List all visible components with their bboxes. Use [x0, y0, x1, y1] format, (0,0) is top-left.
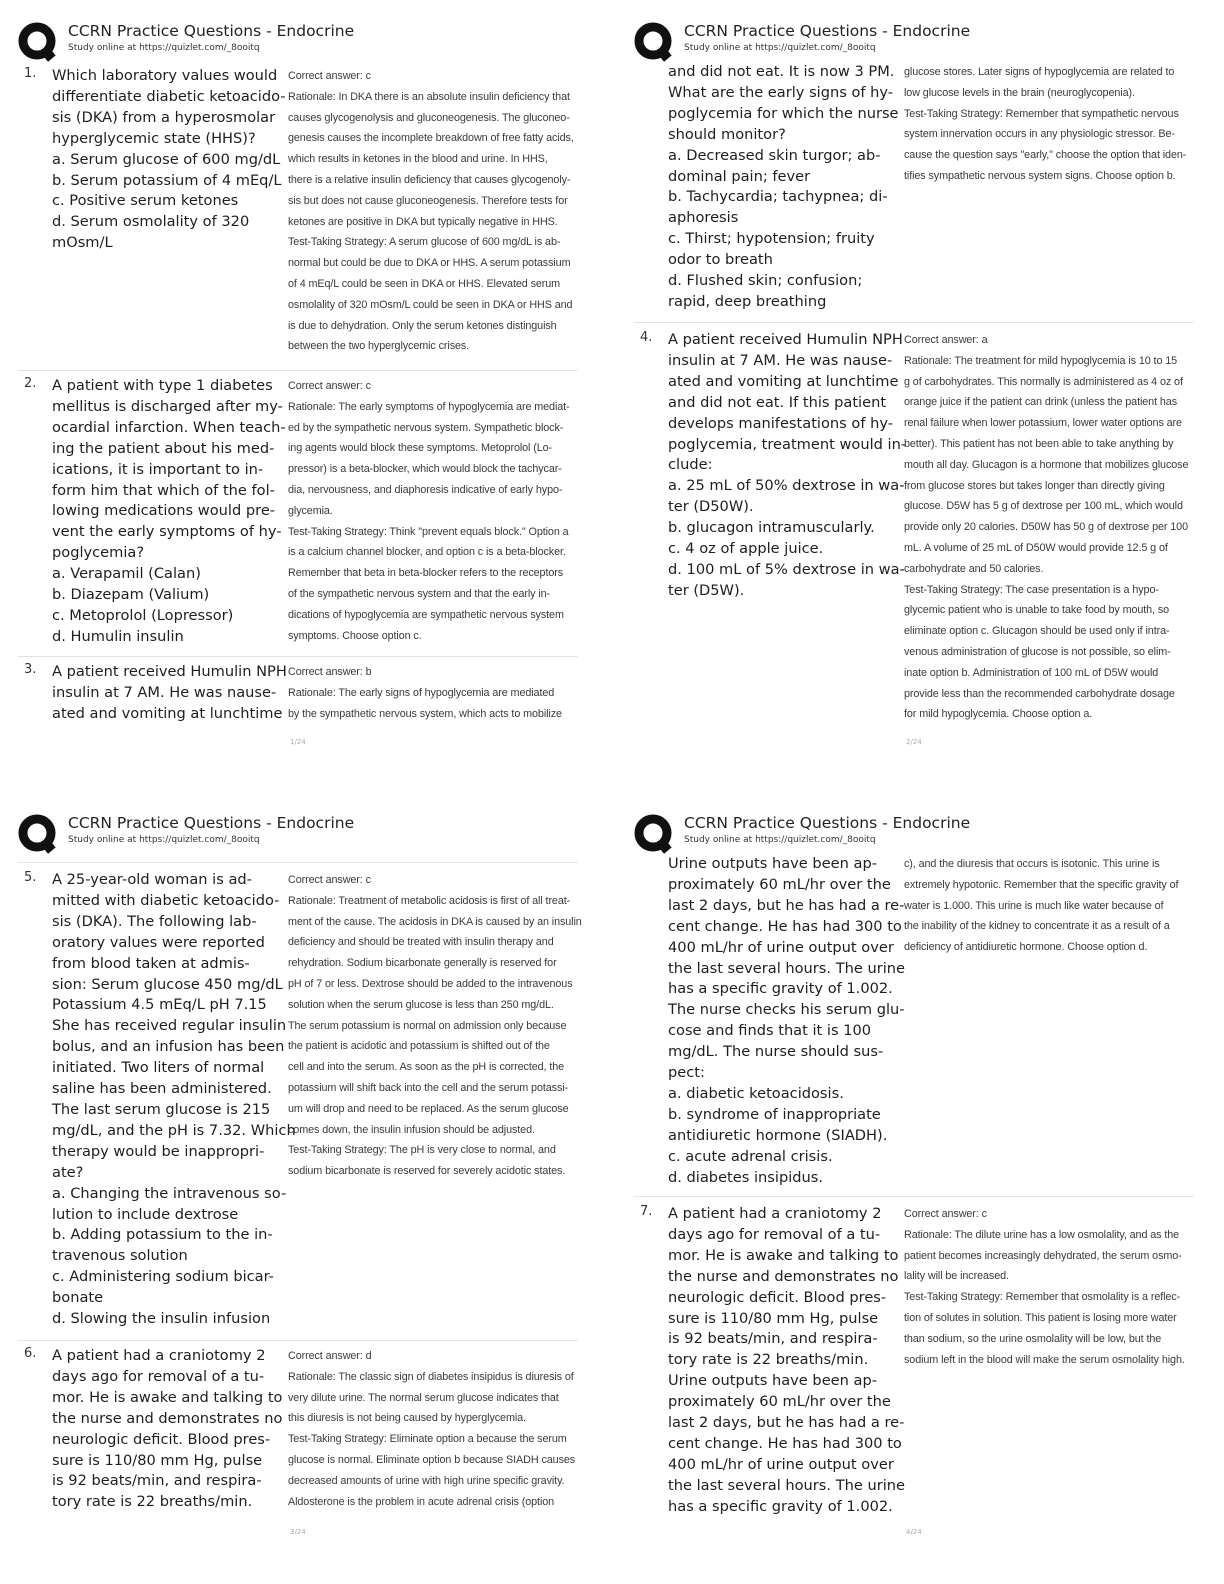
answer-line: between the two hyperglycemic crises.	[288, 340, 470, 353]
question-line: b. Tachycardia; tachypnea; di-	[668, 188, 888, 206]
question-line: therapy would be inappropri-	[52, 1142, 265, 1160]
question-line: tory rate is 22 breaths/min.	[52, 1493, 253, 1511]
answer-line: comes down, the insulin infusion should be adjusted.	[288, 1123, 535, 1136]
answer-line: sodium left in the blood will make the serum osmolality high.	[904, 1353, 1185, 1366]
question-line: oratory values were reported	[52, 933, 265, 951]
item-divider	[634, 1196, 1194, 1197]
question-line: proximately 60 mL/hr over the	[668, 1393, 891, 1411]
study-link[interactable]: Study online at https://quizlet.com/_8ooitq	[684, 43, 876, 53]
question-number: 2.	[24, 376, 37, 391]
answer-line: mL. A volume of 25 mL of D50W would provide 12.5 g of	[904, 541, 1168, 554]
answer-line: which results in ketones in the blood and urine. In HHS,	[288, 153, 548, 166]
answer-line: potassium will shift back into the cell and the serum potassi-	[288, 1081, 569, 1094]
question-line: 400 mL/hr of urine output over	[668, 1455, 894, 1473]
answer-line: patient becomes increasingly dehydrated, the serum osmo-	[904, 1249, 1182, 1262]
answer-line: The serum potassium is normal on admission only because	[288, 1019, 567, 1032]
answer-text	[904, 854, 1196, 958]
answer-line: Rationale: The early signs of hypoglycemia are mediated	[288, 686, 555, 699]
question-text	[52, 376, 284, 648]
answer-text	[288, 66, 580, 357]
answer-line: sis but does not cause gluconeogenesis. Therefore tests for	[288, 194, 568, 207]
question-line: travenous solution	[52, 1247, 188, 1265]
answer-line: Correct answer: c	[288, 380, 371, 392]
page-4	[634, 792, 1224, 1572]
question-text	[668, 1204, 906, 1518]
question-line: A patient had a craniotomy 2	[52, 1347, 266, 1364]
question-line: odor to breath	[668, 251, 773, 269]
question-text	[52, 870, 296, 1330]
question-line: d. diabetes insipidus.	[668, 1168, 824, 1186]
question-line: a. Verapamil (Calan)	[52, 565, 201, 583]
question-line: pect:	[668, 1064, 705, 1082]
question-line: cent change. He has had 300 to	[668, 917, 902, 935]
question-line: lution to include dextrose	[52, 1205, 239, 1223]
answer-line: ed by the sympathetic nervous system. Sympathetic block-	[288, 421, 564, 434]
question-line: clude:	[668, 456, 713, 474]
question-line: lowing medications would pre-	[52, 502, 276, 520]
answer-line: tion of solutes in solution. This patient is losing more water	[904, 1311, 1177, 1324]
answer-line: is due to dehydration. Only the serum ketones distinguish	[288, 319, 557, 332]
question-line: last 2 days, but he has had a re-	[668, 896, 905, 914]
answer-line: Test-Taking Strategy: A serum glucose of 600 mg/dL is ab-	[288, 236, 561, 249]
answer-line: glycemia.	[288, 504, 333, 517]
question-line: A 25-year-old woman is ad-	[52, 871, 252, 888]
question-line: Urine outputs have been ap-	[668, 855, 878, 872]
question-line: sure is 110/80 mm Hg, pulse	[668, 1309, 879, 1327]
answer-line: there is a relative insulin deficiency that causes glycogenoly-	[288, 173, 571, 186]
question-line: Urine outputs have been ap-	[668, 1372, 878, 1390]
question-number: 1.	[24, 66, 37, 81]
answer-line: the patient is acidotic and potassium is shifted out of the	[288, 1040, 550, 1053]
answer-line: is a calcium channel blocker, and option c is a beta-blocker.	[288, 546, 566, 559]
question-line: ter (D50W).	[668, 498, 754, 516]
answer-line: Test-Taking Strategy: Remember that sympathetic nervous	[904, 107, 1179, 120]
question-line: the nurse and demonstrates no	[668, 1267, 899, 1285]
answer-line: Aldosterone is the problem in acute adrenal crisis (option	[288, 1495, 555, 1508]
question-line: mor. He is awake and talking to	[52, 1388, 283, 1406]
answer-line: pH of 7 or less. Dextrose should be added to the intravenous	[288, 977, 573, 990]
answer-line: Test-Taking Strategy: Think "prevent equals block." Option a	[288, 525, 569, 538]
answer-line: dications of hypoglycemia are sympathetic nervous system	[288, 608, 564, 621]
answer-line: tifies sympathetic nervous system signs. Choose option b.	[904, 169, 1176, 182]
question-line: tory rate is 22 breaths/min.	[668, 1351, 869, 1369]
question-line: d. Flushed skin; confusion;	[668, 272, 863, 290]
question-line: dominal pain; fever	[668, 167, 811, 185]
item-divider	[18, 862, 578, 863]
question-line: mitted with diabetic ketoacido-	[52, 891, 280, 909]
question-line: A patient received Humulin NPH	[52, 663, 287, 680]
page-title: CCRN Practice Questions - Endocrine	[684, 814, 971, 832]
question-line: sis (DKA) from a hyperosmolar	[52, 108, 276, 126]
question-line: is 92 beats/min, and respira-	[668, 1330, 878, 1348]
question-number: 7.	[640, 1204, 653, 1219]
answer-line: decreased amounts of urine with high urine specific gravity.	[288, 1474, 565, 1487]
answer-line: Test-Taking Strategy: Remember that osmolality is a reflec-	[904, 1291, 1181, 1304]
answer-line: c), and the diuresis that occurs is isotonic. This urine is	[904, 858, 1160, 870]
answer-line: causes glycogenolysis and gluconeogenesis. The gluconeo-	[288, 111, 570, 124]
question-line: d. Slowing the insulin infusion	[52, 1310, 271, 1328]
answer-line: very dilute urine. The normal serum glucose indicates that	[288, 1391, 559, 1404]
answer-line: Test-Taking Strategy: The case presentation is a hypo-	[904, 583, 1159, 596]
answer-line: carbohydrate and 50 calories.	[904, 562, 1044, 575]
page-title: CCRN Practice Questions - Endocrine	[68, 814, 355, 832]
question-text	[52, 662, 287, 725]
question-line: b. Diazepam (Valium)	[52, 586, 210, 604]
answer-line: orange juice if the patient can drink (unless the patient has	[904, 396, 1177, 409]
question-line: ated and vomiting at lunchtime	[52, 704, 283, 722]
answer-line: than sodium, so the urine osmolality will be low, but the	[904, 1332, 1162, 1345]
question-line: a. Decreased skin turgor; ab-	[668, 146, 881, 164]
question-line: rapid, deep breathing	[668, 292, 827, 310]
question-line: a. Changing the intravenous so-	[52, 1184, 287, 1202]
question-line: a. diabetic ketoacidosis.	[668, 1084, 844, 1102]
answer-text	[288, 376, 580, 646]
answer-line: low glucose levels in the brain (neuroglycopenia).	[904, 86, 1135, 99]
answer-line: glycemic patient who is unable to take food by mouth, so	[904, 604, 1170, 617]
answer-line: provide less than the recommended carbohydrate dosage	[904, 687, 1175, 700]
answer-line: Correct answer: a	[904, 334, 988, 346]
question-line: c. Positive serum ketones	[52, 192, 239, 210]
answer-text	[288, 1346, 580, 1512]
answer-line: ketones are positive in DKA but typically negative in HHS.	[288, 215, 558, 228]
question-line: from blood taken at admis-	[52, 954, 250, 972]
answer-line: Test-Taking Strategy: The pH is very close to normal, and	[288, 1144, 556, 1157]
question-line: d. 100 mL of 5% dextrose in wa-	[668, 560, 905, 578]
answer-line: better). This patient has not been able to take anything by	[904, 437, 1174, 450]
answer-line: ing agents would block these symptoms. Metoprolol (Lo-	[288, 442, 553, 455]
answer-line: Rationale: The dilute urine has a low osmolality, and as the	[904, 1228, 1180, 1241]
question-line: a. Serum glucose of 600 mg/dL	[52, 150, 281, 168]
page-title: CCRN Practice Questions - Endocrine	[684, 22, 971, 40]
question-text	[52, 66, 284, 254]
answer-line: Rationale: Treatment of metabolic acidosis is first of all treat-	[288, 894, 571, 907]
answer-text	[288, 662, 580, 724]
question-line: poglycemia, treatment would in-	[668, 435, 907, 453]
question-line: should monitor?	[668, 125, 786, 143]
answer-line: Correct answer: d	[288, 1350, 372, 1362]
page-number: 2/24	[906, 738, 922, 746]
question-line: b. Adding potassium to the in-	[52, 1226, 273, 1244]
answer-line: Test-Taking Strategy: Eliminate option a because the serum	[288, 1433, 567, 1446]
question-line: form him that which of the fol-	[52, 481, 275, 499]
question-line: b. glucagon intramuscularly.	[668, 519, 875, 537]
question-line: d. Humulin insulin	[52, 627, 184, 645]
question-text	[668, 62, 900, 313]
answer-line: glucose. D5W has 5 g of dextrose per 100 mL, which would	[904, 500, 1183, 513]
answer-line: g of carbohydrates. This normally is administered as 4 oz of	[904, 375, 1183, 388]
question-line: cent change. He has had 300 to	[668, 1434, 902, 1452]
answer-line: extremely hypotonic. Remember that the specific gravity of	[904, 878, 1179, 891]
question-line: poglycemia for which the nurse	[668, 104, 899, 122]
question-text	[52, 1346, 284, 1513]
page-number: 3/24	[290, 1528, 306, 1536]
answer-line: dia, nervousness, and diaphoresis indicative of early hypo-	[288, 483, 563, 496]
answer-line: lality will be increased.	[904, 1270, 1009, 1283]
answer-text	[904, 62, 1196, 187]
answer-line: symptoms. Choose option c.	[288, 629, 422, 642]
question-line: ter (D5W).	[668, 581, 745, 599]
question-line: proximately 60 mL/hr over the	[668, 875, 891, 893]
answer-line: rehydration. Sodium bicarbonate generally is reserved for	[288, 957, 557, 970]
answer-line: pressor) is a beta-blocker, which would block the tachycar-	[288, 463, 562, 476]
question-line: last 2 days, but he has had a re-	[668, 1414, 905, 1432]
answer-line: ment of the cause. The acidosis in DKA is caused by an insulin	[288, 915, 582, 928]
answer-line: deficiency of antidiuretic hormone. Choose option d.	[904, 941, 1148, 954]
question-line: sion: Serum glucose 450 mg/dL	[52, 975, 283, 993]
question-line: bonate	[52, 1289, 104, 1307]
question-line: ocardial infarction. When teach-	[52, 418, 286, 436]
question-text	[668, 854, 906, 1189]
question-line: The nurse checks his serum glu-	[668, 1001, 905, 1019]
question-line: sure is 110/80 mm Hg, pulse	[52, 1451, 263, 1469]
question-line: neurologic deficit. Blood pres-	[52, 1430, 271, 1448]
question-line: c. Thirst; hypotension; fruity	[668, 230, 875, 248]
quizlet-logo-icon	[634, 22, 674, 62]
answer-line: cell and into the serum. As soon as the pH is corrected, the	[288, 1061, 565, 1074]
answer-line: Rationale: The early symptoms of hypoglycemia are mediat-	[288, 400, 570, 413]
item-divider	[18, 1340, 578, 1341]
answer-text	[904, 1204, 1196, 1370]
answer-line: normal but could be due to DKA or HHS. A serum potassium	[288, 257, 571, 270]
answer-line: from glucose stores but takes longer than directly giving	[904, 479, 1165, 492]
page-1	[18, 0, 618, 780]
question-line: insulin at 7 AM. He was nause-	[52, 683, 277, 701]
answer-line: mouth all day. Glucagon is a hormone that mobilizes glucose	[904, 458, 1189, 471]
question-line: aphoresis	[668, 209, 739, 227]
item-divider	[634, 322, 1194, 323]
page-2	[634, 0, 1224, 780]
item-divider	[18, 656, 578, 657]
page-number: 4/24	[906, 1528, 922, 1536]
item-divider	[18, 370, 578, 371]
question-line: has a specific gravity of 1.002.	[668, 980, 893, 998]
question-line: develops manifestations of hy-	[668, 414, 893, 432]
question-line: initiated. Two liters of normal	[52, 1059, 265, 1077]
question-line: a. 25 mL of 50% dextrose in wa-	[668, 477, 905, 495]
question-line: The last serum glucose is 215	[52, 1100, 271, 1118]
question-line: poglycemia?	[52, 544, 145, 562]
answer-line: Correct answer: b	[288, 666, 372, 678]
answer-line: venous administration of glucose is not possible, so elim-	[904, 645, 1171, 658]
answer-line: renal failure when lower potassium, lower water options are	[904, 417, 1182, 430]
answer-text	[288, 870, 580, 1182]
question-line: days ago for removal of a tu-	[52, 1367, 265, 1385]
question-line: neurologic deficit. Blood pres-	[668, 1288, 887, 1306]
question-line: the last several hours. The urine	[668, 959, 906, 977]
question-text	[668, 330, 907, 602]
question-line: saline has been administered.	[52, 1080, 272, 1098]
question-line: Which laboratory values would	[52, 67, 278, 84]
study-link[interactable]: Study online at https://quizlet.com/_8ooitq	[68, 43, 260, 53]
question-line: c. Metoprolol (Lopressor)	[52, 606, 234, 624]
answer-line: by the sympathetic nervous system, which acts to mobilize	[288, 707, 562, 720]
answer-line: glucose is normal. Eliminate option b because SIADH causes	[288, 1453, 576, 1466]
question-number: 5.	[24, 870, 37, 885]
question-line: d. Serum osmolality of 320	[52, 213, 250, 231]
quizlet-logo-icon	[18, 814, 58, 854]
question-line: mg/dL, and the pH is 7.32. Which	[52, 1121, 296, 1139]
answer-line: Rationale: The treatment for mild hypoglycemia is 10 to 15	[904, 354, 1178, 367]
question-line: 400 mL/hr of urine output over	[668, 938, 894, 956]
question-line: A patient with type 1 diabetes	[52, 377, 273, 394]
answer-text	[904, 330, 1196, 725]
quizlet-logo-icon	[18, 22, 58, 62]
answer-line: of the sympathetic nervous system and that the early in-	[288, 587, 551, 600]
page-number: 1/24	[290, 738, 306, 746]
answer-line: the inability of the kidney to concentrate it as a result of a	[904, 920, 1170, 933]
question-line: A patient received Humulin NPH	[668, 331, 903, 348]
question-line: She has received regular insulin	[52, 1017, 287, 1035]
question-line: differentiate diabetic ketoacido-	[52, 87, 286, 105]
question-line: antidiuretic hormone (SIADH).	[668, 1126, 888, 1144]
question-line: days ago for removal of a tu-	[668, 1225, 881, 1243]
question-line: insulin at 7 AM. He was nause-	[668, 351, 893, 369]
question-line: and did not eat. It is now 3 PM.	[668, 63, 895, 80]
question-line: b. Serum potassium of 4 mEq/L	[52, 171, 282, 189]
question-line: vent the early symptoms of hy-	[52, 523, 282, 541]
answer-line: this diuresis is not being caused by hyperglycemia.	[288, 1412, 526, 1425]
answer-line: system innervation occurs in any physiologic stressor. Be-	[904, 128, 1175, 141]
question-line: the nurse and demonstrates no	[52, 1409, 283, 1427]
question-line: and did not eat. If this patient	[668, 393, 887, 411]
answer-line: Rationale: In DKA there is an absolute insulin deficiency that	[288, 90, 570, 103]
question-line: What are the early signs of hy-	[668, 83, 894, 101]
question-line: mor. He is awake and talking to	[668, 1246, 899, 1264]
answer-line: osmolality of 320 mOsm/L could be seen in DKA or HHS and	[288, 298, 573, 311]
question-line: ated and vomiting at lunchtime	[668, 372, 899, 390]
answer-line: Rationale: The classic sign of diabetes insipidus is diuresis of	[288, 1370, 574, 1383]
answer-line: deficiency and should be treated with insulin therapy and	[288, 936, 554, 949]
question-number: 3.	[24, 662, 37, 677]
answer-line: provide only 20 calories. D50W has 50 g of dextrose per 100	[904, 521, 1188, 534]
question-line: mellitus is discharged after my-	[52, 397, 283, 415]
answer-line: solution when the serum glucose is less than 250 mg/dL.	[288, 998, 554, 1011]
question-line: c. 4 oz of apple juice.	[668, 540, 824, 558]
answer-line: Correct answer: c	[288, 70, 371, 82]
answer-line: inate option b. Administration of 100 mL of D5W would	[904, 666, 1159, 679]
question-line: b. syndrome of inappropriate	[668, 1105, 881, 1123]
answer-line: Correct answer: c	[288, 874, 371, 886]
answer-line: Correct answer: c	[904, 1208, 987, 1220]
page-3	[18, 792, 618, 1572]
question-number: 6.	[24, 1346, 37, 1361]
question-line: bolus, and an infusion has been	[52, 1038, 285, 1056]
question-line: A patient had a craniotomy 2	[668, 1205, 882, 1222]
question-line: ing the patient about his med-	[52, 439, 275, 457]
answer-line: water is 1.000. This urine is much like water because of	[904, 899, 1164, 912]
answer-line: sodium bicarbonate is reserved for severely acidotic states.	[288, 1165, 566, 1178]
answer-line: Remember that beta in beta-blocker refers to the receptors	[288, 567, 564, 580]
question-line: ications, it is important to in-	[52, 460, 264, 478]
question-line: sis (DKA). The following lab-	[52, 912, 257, 930]
question-line: is 92 beats/min, and respira-	[52, 1472, 262, 1490]
answer-line: cause the question says "early," choose the option that iden-	[904, 149, 1187, 162]
answer-line: genesis causes the incomplete breakdown of free fatty acids,	[288, 132, 574, 145]
question-line: c. acute adrenal crisis.	[668, 1147, 833, 1165]
answer-line: of 4 mEq/L could be seen in DKA or HHS. Elevated serum	[288, 277, 561, 290]
question-line: hyperglycemic state (HHS)?	[52, 129, 256, 147]
answer-line: glucose stores. Later signs of hypoglycemia are related to	[904, 66, 1175, 78]
answer-line: for mild hypoglycemia. Choose option a.	[904, 708, 1093, 721]
question-line: mOsm/L	[52, 234, 113, 252]
study-link[interactable]: Study online at https://quizlet.com/_8ooitq	[68, 835, 260, 845]
question-line: the last several hours. The urine	[668, 1476, 906, 1494]
question-line: c. Administering sodium bicar-	[52, 1268, 274, 1286]
answer-line: eliminate option c. Glucagon should be used only if intra-	[904, 625, 1170, 638]
question-line: ate?	[52, 1163, 84, 1181]
question-line: cose and finds that it is 100	[668, 1022, 872, 1040]
study-link[interactable]: Study online at https://quizlet.com/_8ooitq	[684, 835, 876, 845]
answer-line: um will drop and need to be replaced. As the serum glucose	[288, 1102, 569, 1115]
question-line: has a specific gravity of 1.002.	[668, 1497, 893, 1515]
question-line: mg/dL. The nurse should sus-	[668, 1043, 884, 1061]
quizlet-logo-icon	[634, 814, 674, 854]
page-title: CCRN Practice Questions - Endocrine	[68, 22, 355, 40]
question-line: Potassium 4.5 mEq/L pH 7.15	[52, 996, 267, 1014]
question-number: 4.	[640, 330, 653, 345]
